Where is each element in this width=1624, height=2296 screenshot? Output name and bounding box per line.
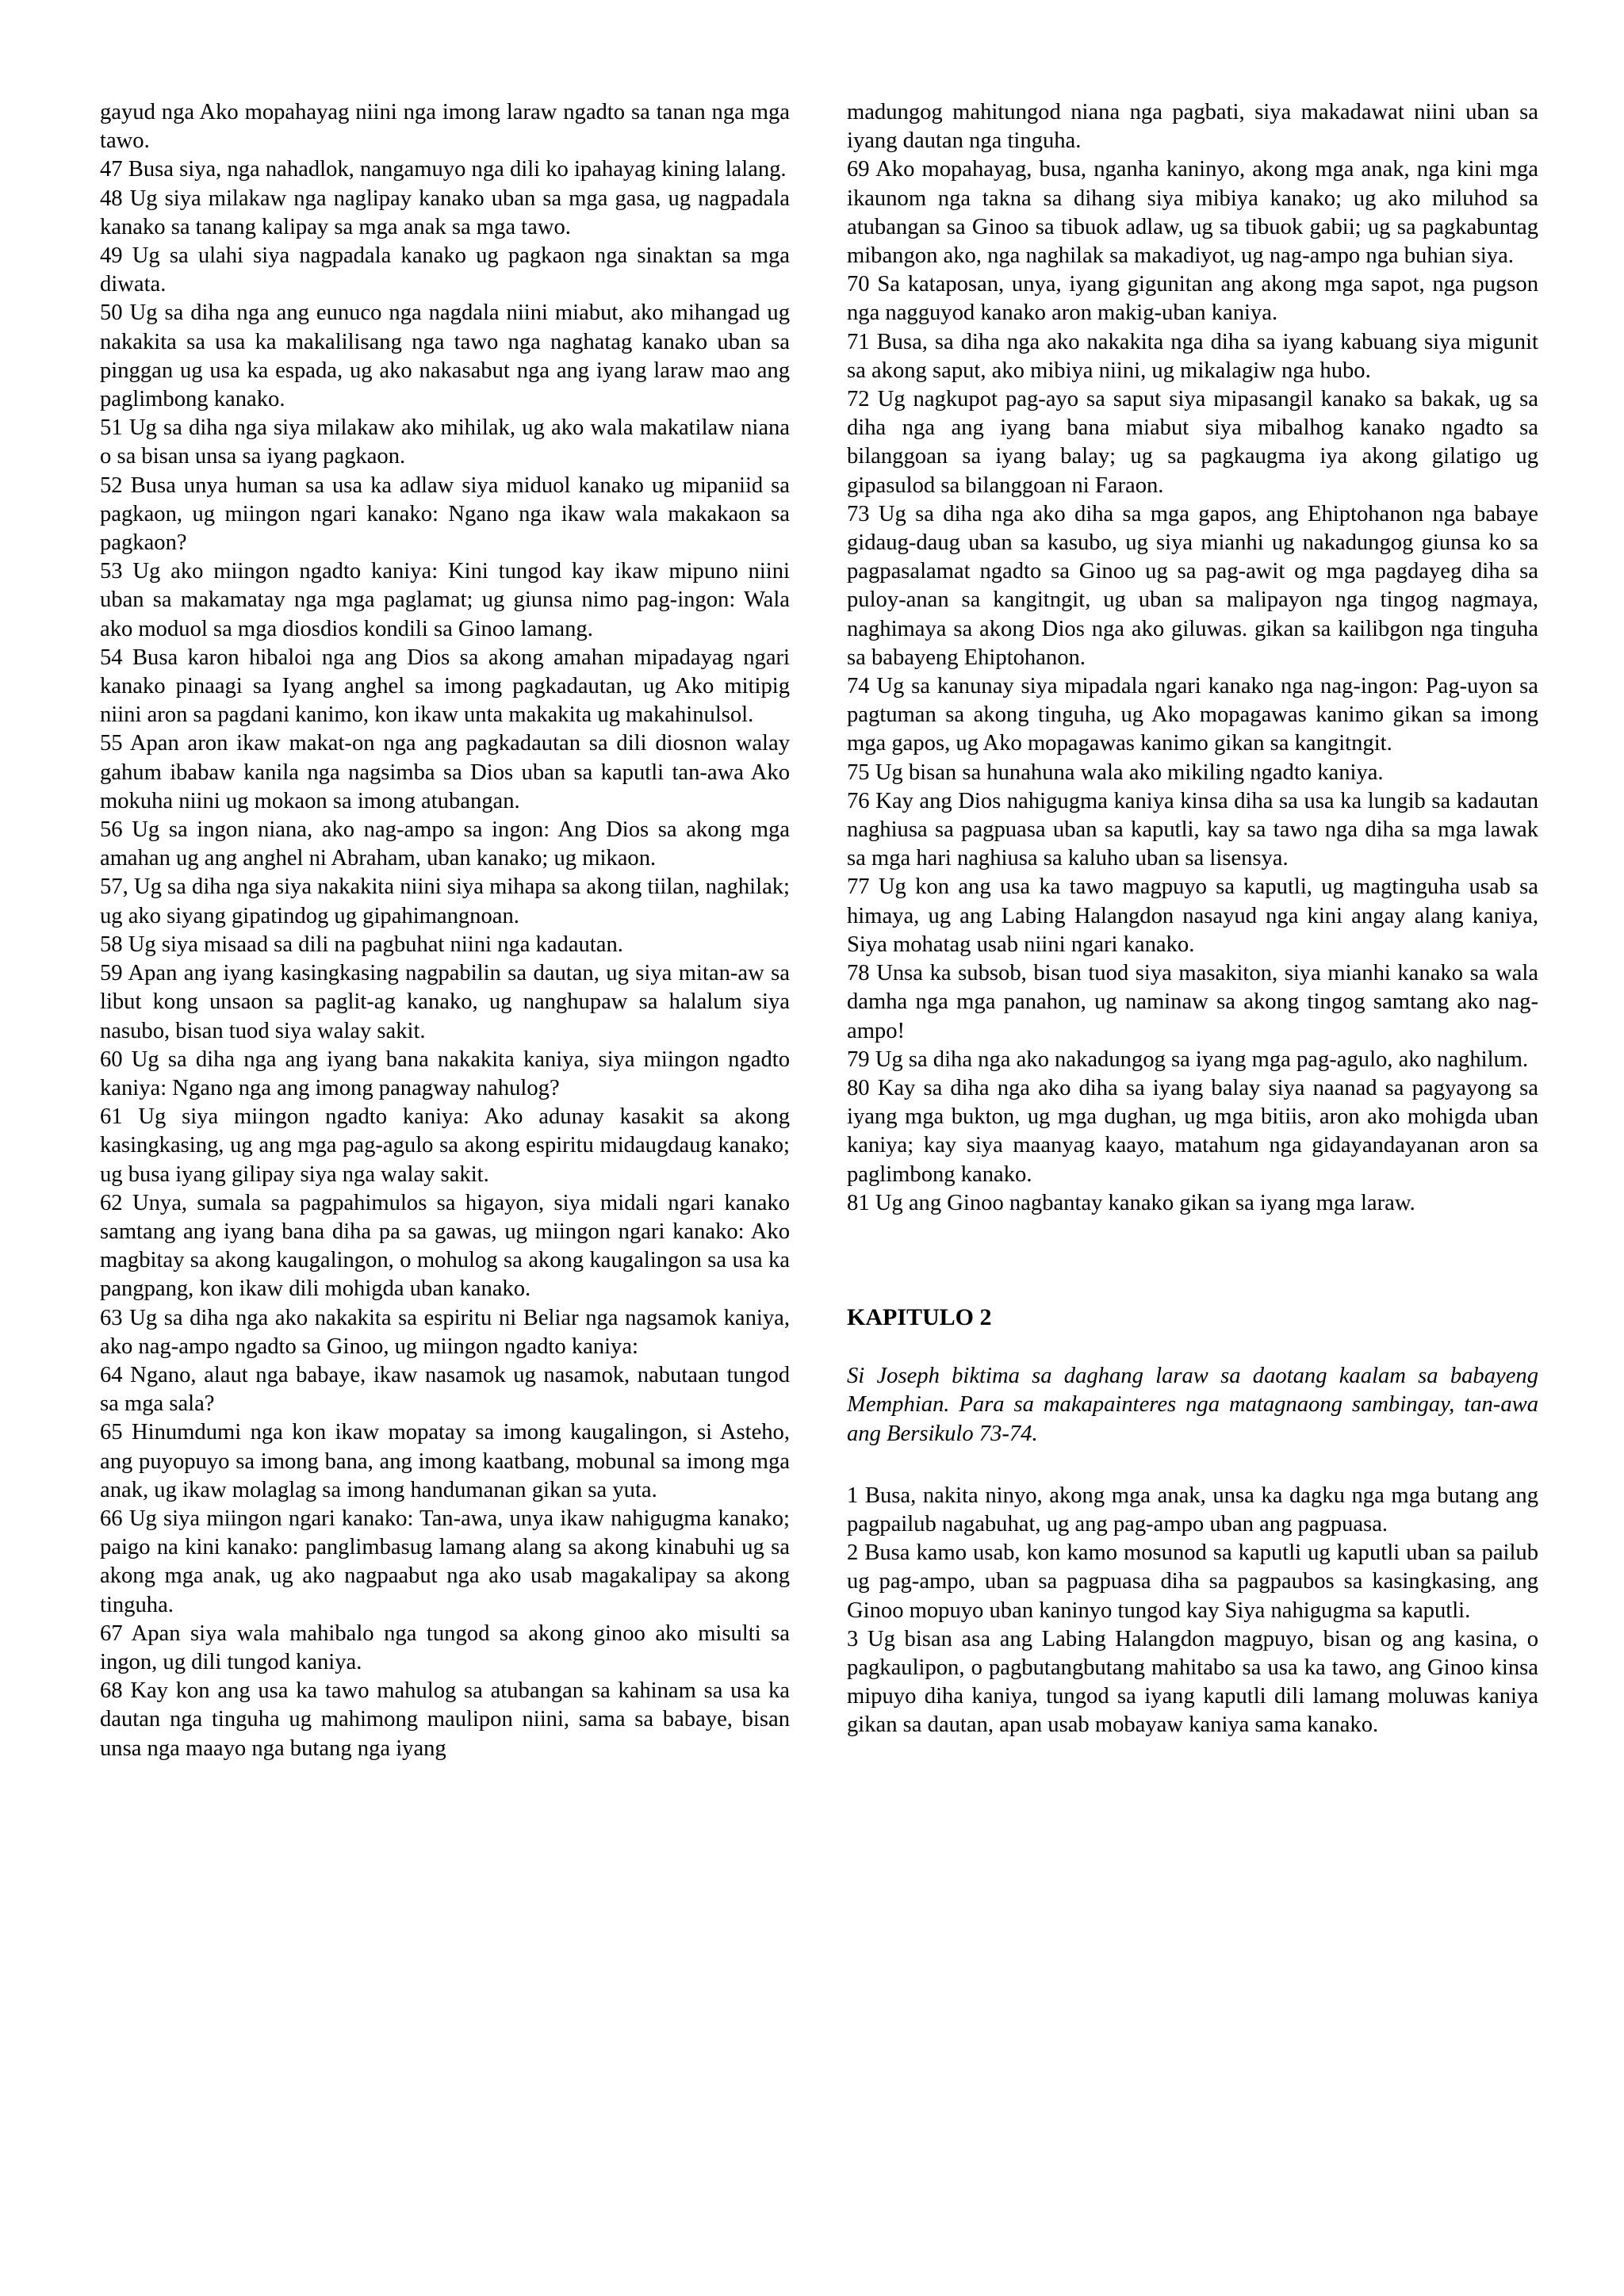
verse-paragraph: 50 Ug sa diha nga ang eunuco nga nagdala niini miabut, ako mihangad ug nakakita sa usa ka makalilisang nga tawo nga naghatag kanako uban sa pinggan ug usa ka espada, ug ako nakasabut nga ang iyang laraw mao ang paglimbong kanako. bbox=[100, 300, 790, 412]
verse-paragraph: 74 Ug sa kanunay siya mipadala ngari kanako nga nag-ingon: Pag-uyon sa pagtuman sa akong tinguha, ug Ako mopagawas kanimo gikan sa imong mga gapos, ug Ako mopagawas kanimo gikan sa kangitngit. bbox=[847, 674, 1538, 756]
verse-paragraph: 64 Ngano, alaut nga babaye, ikaw nasamok ug nasamok, nabutaan tungod sa mga sala? bbox=[100, 1362, 790, 1417]
verse-paragraph: 3 Ug bisan asa ang Labing Halangdon magpuyo, bisan og ang kasina, o pagkaulipon, o pagbutangbutang mahitabo sa usa ka tawo, ang Ginoo kinsa mipuyo diha kaniya, tungod sa iyang kaputli dili lamang moluwas kaniya gikan sa dautan, apan usab mobayaw kaniya sama kanako. bbox=[847, 1626, 1538, 1738]
verse-paragraph: 48 Ug siya milakaw nga naglipay kanako uban sa mga gasa, ug nagpadala kanako sa tanang kalipay sa mga anak sa mga tawo. bbox=[100, 186, 790, 239]
verse-paragraph: 69 Ako mopahayag, busa, nganha kaninyo, akong mga anak, nga kini mga ikaunom nga takna sa dihang siya mibiya kanako; ug ako miluhod sa atubangan sa Ginoo sa tibuok adlaw, ug sa tibuok gabii; ug sa pagkabuntag mibangon ako, nga naghilak sa makadiyot, ug nag-ampo nga buhian siya. bbox=[847, 157, 1538, 269]
verse-paragraph: 2 Busa kamo usab, kon kamo mosunod sa kaputli ug kaputli uban sa pailub ug pag-ampo, uban sa pagpuasa diha sa pagpaubos sa kasingkasing, ang Ginoo mopuyo uban kaninyo tungod kay Siya nahigugma sa kaputli. bbox=[847, 1540, 1538, 1623]
verse-paragraph: 80 Kay sa diha nga ako diha sa iyang balay siya naanad sa pagyayong sa iyang mga bukton, ug mga dughan, ug mga bitiis, aron ako mohigda uban kaniya; kay siya maanyag kaayo, matahum nga gidayandayanan aron sa paglimbong kanako. bbox=[847, 1075, 1538, 1187]
verse-paragraph: 52 Busa unya human sa usa ka adlaw siya miduol kanako ug mipaniid sa pagkaon, ug miingon ngari kanako: Ngano nga ikaw wala makakaon sa pagkaon? bbox=[100, 473, 790, 556]
verse-paragraph: 72 Ug nagkupot pag-ayo sa saput siya mipasangil kanako sa bakak, ug sa diha nga ang iyang bana miabut siya mibalhog kanako ngadto sa bilanggoan sa iyang balay; ug sa pagkaugma iya akong gilatigo ug gipasulod sa bilanggoan ni Faraon. bbox=[847, 387, 1538, 498]
left-column bbox=[100, 98, 790, 1763]
verse-paragraph: 70 Sa kataposan, unya, iyang gigunitan ang akong mga sapot, nga pugson nga nagguyod kanako aron makig-uban kaniya. bbox=[847, 272, 1538, 326]
verse-paragraph: 57, Ug sa diha nga siya nakakita niini siya mihapa sa akong tiilan, naghilak; ug ako siyang gipatindog ug gipahimangnoan. bbox=[100, 874, 790, 928]
verse-paragraph: 68 Kay kon ang usa ka tawo mahulog sa atubangan sa kahinam sa usa ka dautan nga tinguha ug mahimong maulipon niini, sama sa babaye, bisan unsa nga maayo nga butang nga iyang bbox=[100, 1678, 790, 1761]
verse-paragraph: 51 Ug sa diha nga siya milakaw ako mihilak, ug ako wala makatilaw niana o sa bisan unsa sa iyang pagkaon. bbox=[100, 415, 790, 469]
verse-paragraph: 63 Ug sa diha nga ako nakakita sa espiritu ni Beliar nga nagsamok kaniya, ako nag-ampo ngadto sa Ginoo, ug miingon ngadto kaniya: bbox=[100, 1305, 790, 1359]
verse-paragraph: 65 Hinumdumi nga kon ikaw mopatay sa imong kaugalingon, si Asteho, ang puyopuyo sa imong bana, ang imong kaatbang, mobunal sa imong mga anak, ug ikaw molaglag sa imong handumanan gikan sa yuta. bbox=[100, 1420, 790, 1502]
verse-paragraph: 60 Ug sa diha nga ang iyang bana nakakita kaniya, siya miingon ngadto kaniya: Ngano nga ang imong panagway nahulog? bbox=[100, 1047, 790, 1100]
verse-paragraph: 62 Unya, sumala sa pagpahimulos sa higayon, siya midali ngari kanako samtang ang iyang bana diha pa sa gawas, ug miingon ngari kanako: Ako magbitay sa akong kaugalingon, o mohulog sa akong kaugalingon sa usa ka pangpang, kon ikaw dili mohigda uban kanako. bbox=[100, 1190, 790, 1302]
verse-paragraph: 66 Ug siya miingon ngari kanako: Tan-awa, unya ikaw nahigugma kanako; paigo na kini kanako: panglimbasug lamang alang sa akong kinabuhi ug sa akong mga anak, ug ako nagpaabut nga ako usab magakalipay sa akong tinguha. bbox=[100, 1506, 790, 1617]
verse-paragraph: 54 Busa karon hibaloi nga ang Dios sa akong amahan mipadayag ngari kanako pinaagi sa Iyang anghel sa imong pagkadautan, ug Ako mitipig niini aron sa pagdani kanimo, kon ikaw unta makakita ug makahinulsol. bbox=[100, 645, 790, 728]
verse-paragraph: 73 Ug sa diha nga ako diha sa mga gapos, ang Ehiptohanon nga babaye gidaug-daug uban sa kasubo, ug siya mianhi ug nakadungog giunsa ko sa pagpasalamat ngadto sa Ginoo ug sa pag-awit og mga pagdayeg diha sa puloy-anan sa kangitngit, ug uban sa malipayon nga tingog nagmaya, naghimaya sa akong Dios nga ako giluwas. gikan sa kailibgon nga tinguha sa babayeng Ehiptohanon. bbox=[847, 501, 1538, 670]
verse-paragraph: 78 Unsa ka subsob, bisan tuod siya masakiton, siya mianhi kanako sa wala damha nga mga panahon, ug naminaw sa akong tingog samtang ako nag-ampo! bbox=[847, 961, 1538, 1043]
verse-paragraph: 67 Apan siya wala mahibalo nga tungod sa akong ginoo ako misulti sa ingon, ug dili tungod kaniya. bbox=[100, 1621, 790, 1674]
chapter-heading: KAPITULO 2 bbox=[847, 1303, 992, 1330]
verse-paragraph: madungog mahitungod niana nga pagbati, siya makadawat niini uban sa iyang dautan nga tinguha. bbox=[847, 100, 1538, 154]
verse-paragraph: 61 Ug siya miingon ngadto kaniya: Ako adunay kasakit sa akong kasingkasing, ug ang mga pag-agulo sa akong espiritu midaugdaug kanako; ug busa iyang gilipay siya nga walay sakit. bbox=[100, 1104, 790, 1187]
verse-paragraph: 76 Kay ang Dios nahigugma kaniya kinsa diha sa usa ka lungib sa kadautan naghiusa sa pagpuasa uban sa kaputli, kay sa tawo nga diha sa mga lawak sa mga hari naghiusa sa kaluho uban sa lisensya. bbox=[847, 788, 1538, 871]
verse-paragraph: 55 Apan aron ikaw makat-on nga ang pagkadautan sa dili diosnon walay gahum ibabaw kanila nga nagsimba sa Dios uban sa kaputli tan-awa Ako mokuha niini ug mokaon sa imong atubangan. bbox=[100, 731, 790, 813]
verse-paragraph: 81 Ug ang Ginoo nagbantay kanako gikan sa iyang mga laraw. bbox=[847, 1190, 1415, 1215]
verse-paragraph: 53 Ug ako miingon ngadto kaniya: Kini tungod kay ikaw mipuno niini uban sa makamatay nga mga paglamat; ug giunsa nimo pag-ingon: Wala ako moduol sa mga diosdios kondili sa Ginoo lamang. bbox=[100, 559, 790, 641]
verse-paragraph: 71 Busa, sa diha nga ako nakakita nga diha sa iyang kabuang siya migunit sa akong saput, ako mibiya niini, ug mikalagiw nga hubo. bbox=[847, 329, 1538, 383]
verse-paragraph: 56 Ug sa ingon niana, ako nag-ampo sa ingon: Ang Dios sa akong mga amahan ug ang anghel ni Abraham, uban kanako; ug mikaon. bbox=[100, 817, 790, 871]
verse-paragraph: 58 Ug siya misaad sa dili na pagbuhat niini nga kadautan. bbox=[100, 932, 623, 957]
verse-paragraph: 77 Ug kon ang usa ka tawo magpuyo sa kaputli, ug magtinguha usab sa himaya, ug ang Labing Halangdon nasayud nga kini angay alang kaniya, Siya mohatag usab niini ngari kanako. bbox=[847, 874, 1538, 957]
chapter-intro: Si Joseph biktima sa daghang laraw sa daotang kaalam sa babayeng Memphian. Para sa makapainteres nga matagnaong sambingay, tan-awa ang Bersikulo 73-74. bbox=[847, 1364, 1538, 1446]
verse-paragraph: 59 Apan ang iyang kasingkasing nagpabilin sa dautan, ug siya mitan-aw sa libut kong unsaon sa paglit-ag kanako, ug nanghupaw sa halalum siya nasubo, bisan tuod siya walay sakit. bbox=[100, 961, 790, 1043]
verse-paragraph: gayud nga Ako mopahayag niini nga imong laraw ngadto sa tanan nga mga tawo. bbox=[100, 100, 790, 154]
verse-paragraph: 79 Ug sa diha nga ako nakadungog sa iyang mga pag-agulo, ako naghilum. bbox=[847, 1047, 1529, 1072]
verse-paragraph: 47 Busa siya, nga nahadlok, nangamuyo nga dili ko ipahayag kining lalang. bbox=[100, 157, 787, 182]
verse-paragraph: 49 Ug sa ulahi siya nagpadala kanako ug pagkaon nga sinaktan sa mga diwata. bbox=[100, 243, 790, 297]
right-column bbox=[847, 98, 1538, 1740]
verse-paragraph: 75 Ug bisan sa hunahuna wala ako mikiling ngadto kaniya. bbox=[847, 760, 1384, 785]
verse-paragraph: 1 Busa, nakita ninyo, akong mga anak, unsa ka dagku nga mga butang ang pagpailub nagabuhat, ug ang pag-ampo uban ang pagpuasa. bbox=[847, 1483, 1538, 1536]
